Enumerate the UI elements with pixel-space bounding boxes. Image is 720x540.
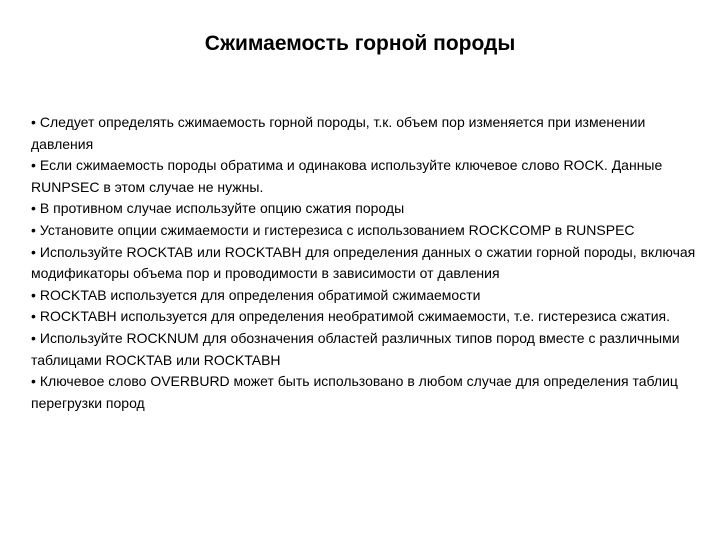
bullet-item bbox=[31, 371, 711, 414]
bullet-text: Используйте ROCKTAB или ROCKTABH для определения данных о сжатии горной породы, включая модификаторы объема пор и проводимости в зависимости от давления bbox=[31, 243, 696, 282]
bullet-text: Установите опции сжимаемости и гистерезиса с использованием ROCKCOMP в RUNSPEC bbox=[39, 221, 635, 238]
bullet-item bbox=[31, 242, 711, 285]
bullet-text: ROCKTABH используется для определения необратимой сжимаемости, т.е. гистерезиса сжатия. bbox=[39, 308, 671, 325]
bullet-item bbox=[31, 285, 711, 307]
slide-title: Сжимаемость горной породы bbox=[204, 32, 516, 55]
bullet-text: В противном случае используйте опцию сжатия породы bbox=[39, 200, 405, 217]
bullet-icon: • bbox=[31, 114, 36, 130]
bullet-item bbox=[31, 155, 711, 198]
bullet-item bbox=[31, 328, 711, 371]
bullet-icon: • bbox=[31, 200, 36, 217]
bullet-icon: • bbox=[31, 157, 36, 174]
bullet-icon: • bbox=[31, 373, 36, 390]
bullet-icon: • bbox=[31, 308, 36, 325]
bullet-icon: • bbox=[31, 243, 36, 260]
bullet-text: Следует определять сжимаемость горной породы, т.к. объем пор изменяется при изменении давления bbox=[31, 114, 646, 152]
bullet-item bbox=[31, 112, 711, 155]
bullet-item bbox=[31, 198, 711, 220]
bullet-list bbox=[31, 112, 711, 414]
bullet-text: Если сжимаемость породы обратима и одинакова используйте ключевое слово ROCK. Данные RUNPSEC в этом случае не нужны. bbox=[31, 157, 663, 195]
bullet-text: ROCKTAB используется для определения обратимой сжимаемости bbox=[39, 286, 481, 303]
bullet-item bbox=[31, 220, 711, 242]
bullet-item bbox=[31, 306, 711, 328]
bullet-icon: • bbox=[31, 286, 36, 303]
bullet-text: Используйте ROCKNUM для обозначения областей различных типов пород вместе с различными таблицами ROCKTAB или ROCKTABH bbox=[31, 329, 680, 368]
bullet-icon: • bbox=[31, 221, 36, 238]
bullet-text: Ключевое слово OVERBURD может быть использовано в любом случае для определения таблиц перегрузки пород bbox=[31, 373, 678, 411]
bullet-icon: • bbox=[31, 329, 36, 346]
